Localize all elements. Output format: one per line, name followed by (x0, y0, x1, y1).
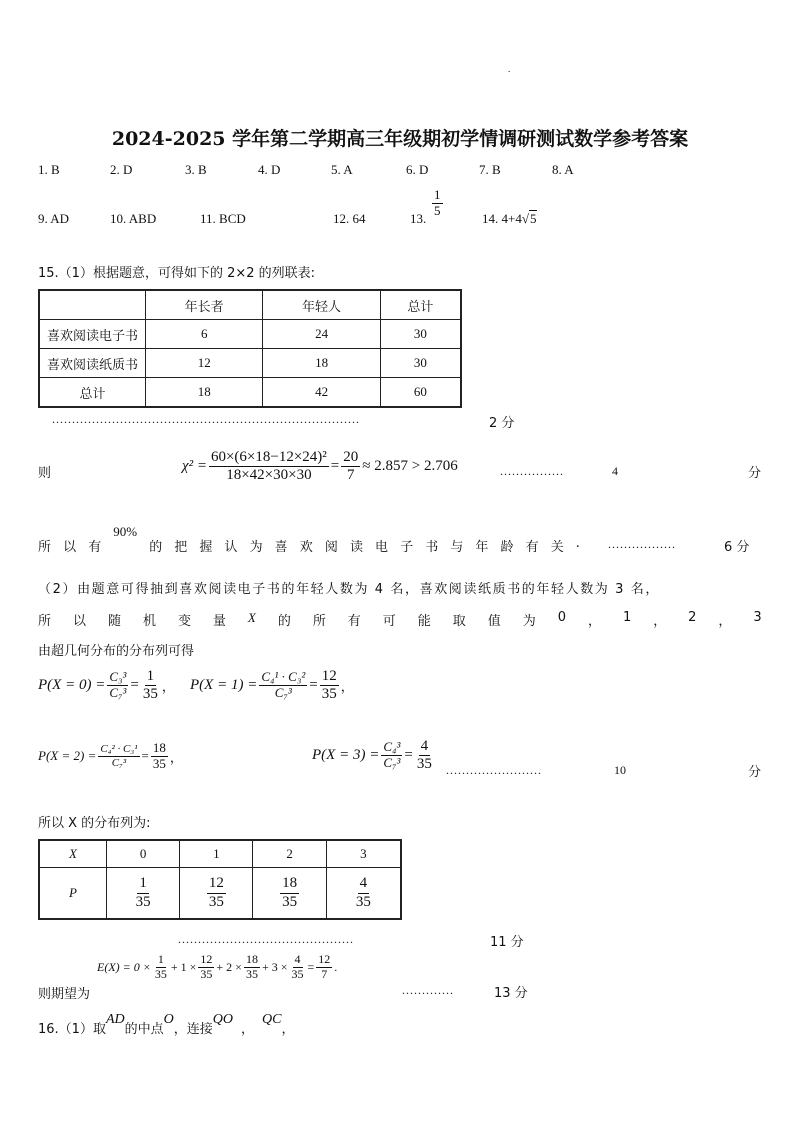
score-13-dots: ............. (402, 983, 454, 997)
answer-5: 5. A (331, 162, 353, 177)
distribution-table (38, 839, 402, 920)
score-10-unit: 分 (748, 765, 762, 780)
conclusion-line: 所 以 有 90% 的 把 握 认 为 喜 欢 阅 读 电 子 书 与 年 龄 有 关 . (38, 524, 580, 555)
chi-numerator: 60×(6×18−12×24)² (209, 449, 329, 467)
score-6-dots: ................. (608, 537, 676, 551)
answer-4: 4. D (258, 162, 281, 177)
x-value: 3 (326, 840, 401, 868)
prob-x2: P(X = 2) = $\frac{\text{C₄² · C₃¹}}{\text{C₇³}}$ = $\frac{18}{35}$ ， (38, 740, 183, 771)
table-row-label: 喜欢阅读纸质书 (39, 349, 146, 378)
answer-12: 12. 64 (333, 211, 366, 226)
answer-14-radicand: 5 (529, 211, 537, 226)
table-cell: 18 (263, 349, 380, 378)
part2-line3: 由超几何分布的分布列可得 (38, 644, 195, 659)
answer-13-numerator: 1 (434, 187, 441, 202)
answer-10: 10. ABD (110, 211, 157, 226)
chi-lhs: χ² = (182, 458, 207, 475)
expect-label: 则期望为 (38, 987, 91, 1002)
table-row-label: 喜欢阅读电子书 (39, 320, 146, 349)
score-4: 4 (612, 464, 618, 478)
q16-connect: ，连接 (173, 1022, 213, 1037)
chi-eq: = (330, 458, 340, 475)
answer-8: 8. A (552, 162, 574, 177)
prob-x0: P(X = 0) = $\frac{\text{C₃³}}{\text{C₇³}}$ = $\frac{1}{35}$ ， (38, 668, 175, 703)
q16-end: ， (281, 1022, 295, 1037)
q16-ad: AD (105, 1012, 125, 1027)
score-11: 11 分 (490, 935, 524, 950)
score-2-dots: ............................................................................. (52, 412, 360, 426)
part2-line1: （2）由题意可得抽到喜欢阅读电子书的年轻人数为 4 名，喜欢阅读纸质书的年轻人数为 3 名， (38, 582, 660, 597)
table-row (39, 868, 401, 920)
p-label: P (39, 868, 107, 920)
answer-9: 9. AD (38, 211, 70, 226)
table-header-row (39, 290, 461, 320)
expectation-formula: E(X) = 0 × $\frac{1}{35}$ + 1 × $\frac{12}{35}$ + 2 × $\frac{18}{35}$ + 3 × $\frac{4}{35}$ = $\frac{12}{7}$ . (97, 952, 338, 981)
chi-denominator: 18×42×30×30 (226, 467, 312, 484)
q15-intro: 15.（1）根据题意，可得如下的 2×2 的列联表: (38, 266, 316, 281)
table-cell: 42 (263, 378, 380, 408)
table-cell: 30 (380, 320, 461, 349)
x-value: 1 (180, 840, 253, 868)
part2-line2: 所 以 随 机 变 量 X 的 所 有 可 能 取 值 为 0 ， 1 ， 2 ， 3 (38, 610, 762, 629)
chi-square-formula (182, 449, 458, 485)
q16-line (38, 1012, 295, 1037)
table-row (39, 378, 461, 408)
x-value: 2 (253, 840, 326, 868)
x-value: 0 (107, 840, 180, 868)
q16-qc: QC (262, 1012, 282, 1027)
chi-denominator-2: 7 (347, 467, 355, 484)
table-cell: 30 (380, 349, 461, 378)
q16-label: 16.（1）取 (38, 1022, 106, 1037)
table-cell: 24 (263, 320, 380, 349)
q16-qo: QO (212, 1012, 234, 1027)
contingency-table (38, 289, 462, 408)
score-4-dots: ................ (500, 464, 564, 478)
score-11-dots: ............................................ (178, 932, 354, 946)
answer-13-label: 13. (410, 211, 427, 226)
dist-intro: 所以 X 的分布列为: (38, 816, 151, 831)
chi-result: ≈ 2.857 > 2.706 (362, 458, 458, 475)
p-value: $\frac{12}{35}$ (180, 868, 253, 920)
answer-2: 2. D (110, 162, 133, 177)
score-6: 6 分 (724, 540, 750, 555)
prob-x3: P(X = 3) = $\frac{\text{C₄³}}{\text{C₇³}}$ = $\frac{4}{35}$ (312, 738, 432, 773)
table-cell: 60 (380, 378, 461, 408)
answer-14: 14. 4+4√5 (482, 211, 537, 226)
table-cell: 6 (146, 320, 263, 349)
p-value: $\frac{18}{35}$ (253, 868, 326, 920)
p-value: $\frac{4}{35}$ (326, 868, 401, 920)
table-cell: 18 (146, 378, 263, 408)
table-cell: 12 (146, 349, 263, 378)
page-title: 2024-2025 学年第二学期高三年级期初学情调研测试数学参考答案 (111, 128, 689, 150)
sqrt-icon: √ (521, 211, 529, 226)
prob-x1: P(X = 1) = $\frac{\text{C₄¹ · C₃²}}{\text{C₇³}}$ = $\frac{12}{35}$ ， (190, 668, 354, 703)
q16-o: O (163, 1012, 174, 1027)
table-row (39, 349, 461, 378)
q16-comma: ， (241, 1022, 255, 1037)
p-value: $\frac{1}{35}$ (107, 868, 180, 920)
score-2: 2 分 (489, 416, 515, 431)
table-row (39, 320, 461, 349)
answer-3: 3. B (185, 162, 207, 177)
answer-13-denominator: 5 (434, 202, 441, 218)
table-header-cell (39, 290, 146, 320)
score-10: 10 (614, 763, 626, 777)
table-header-cell: 年轻人 (263, 290, 380, 320)
answer-7: 7. B (479, 162, 501, 177)
answer-13-fraction (430, 188, 445, 219)
answer-1: 1. B (38, 162, 60, 177)
answer-14-expr: 4+4 (501, 211, 522, 226)
then-label: 则 (38, 466, 52, 481)
answer-6: 6. D (406, 162, 429, 177)
answer-11: 11. BCD (200, 211, 246, 226)
score-13: 13 分 (494, 986, 528, 1001)
table-header-row (39, 840, 401, 868)
x-label: X (39, 840, 107, 868)
table-row-label: 总计 (39, 378, 146, 408)
table-header-cell: 年长者 (146, 290, 263, 320)
q16-mid: 的中点 (124, 1022, 164, 1037)
chi-numerator-2: 20 (341, 449, 360, 467)
table-header-cell: 总计 (380, 290, 461, 320)
header-dot: . (508, 64, 511, 74)
score-4-unit: 分 (748, 466, 762, 481)
score-10-dots: ........................ (446, 763, 542, 777)
